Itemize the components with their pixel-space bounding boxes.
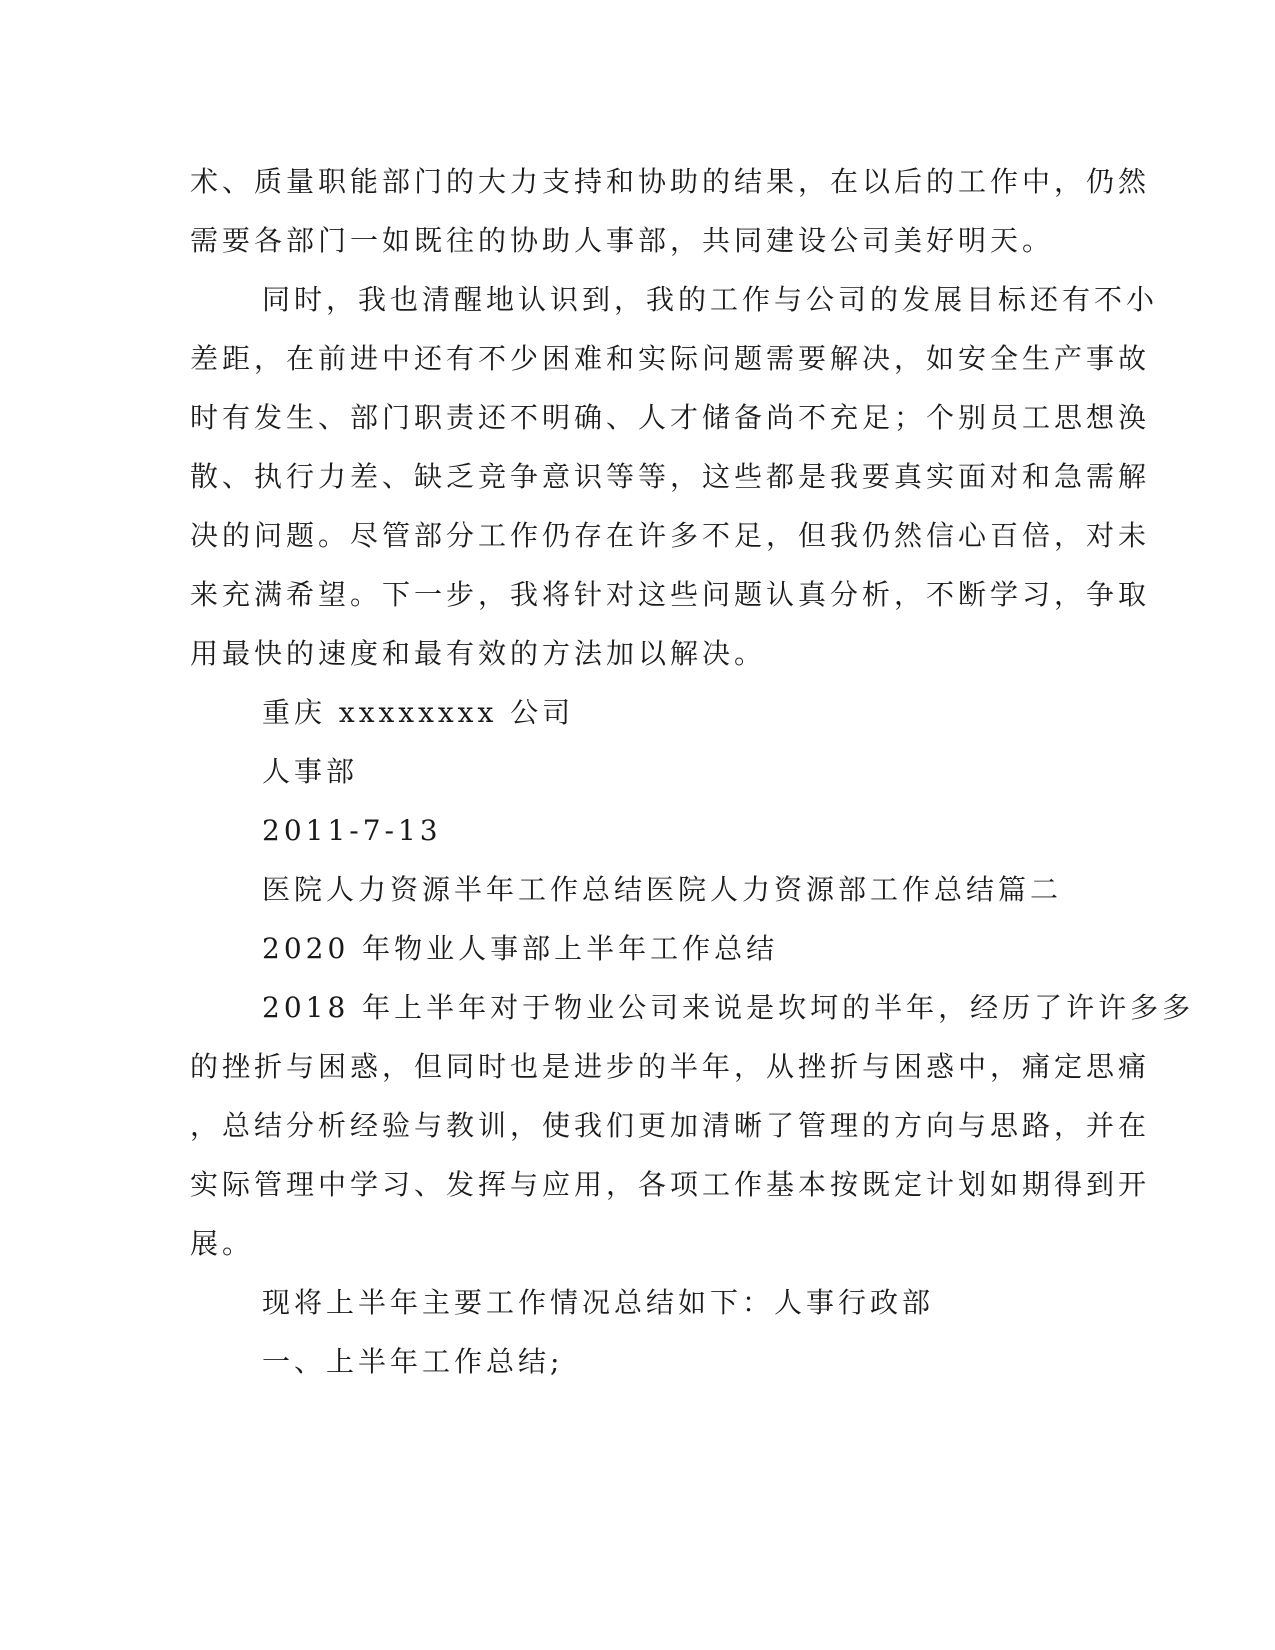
section-heading: 医院人力资源半年工作总结医院人力资源部工作总结篇二 xyxy=(262,873,1063,906)
department-name: 人事部 xyxy=(262,755,359,788)
body-line: 决的问题。尽管部分工作仍存在许多不足，但我仍然信心百倍，对未 xyxy=(190,519,1151,552)
body-line: 用最快的速度和最有效的方法加以解决。 xyxy=(190,637,767,670)
document-title: 2020 年物业人事部上半年工作总结 xyxy=(262,932,779,965)
body-line: 散、执行力差、缺乏竞争意识等等，这些都是我要真实面对和急需解 xyxy=(190,460,1151,493)
body-line: 现将上半年主要工作情况总结如下：人事行政部 xyxy=(262,1286,935,1319)
body-line: 需要各部门一如既往的协助人事部，共同建设公司美好明天。 xyxy=(190,224,1055,257)
body-line: ，总结分析经验与教训，使我们更加清晰了管理的方向与思路，并在 xyxy=(190,1109,1151,1142)
body-line: 展。 xyxy=(190,1227,255,1260)
company-name: 重庆 xxxxxxxx 公司 xyxy=(262,696,575,729)
body-line: 2018 年上半年对于物业公司来说是坎坷的半年，经历了许许多多 xyxy=(262,991,1195,1024)
body-line: 同时，我也清醒地认识到，我的工作与公司的发展目标还有不小 xyxy=(262,283,1159,316)
body-line: 的挫折与困惑，但同时也是进步的半年，从挫折与困惑中，痛定思痛 xyxy=(190,1050,1151,1083)
body-line: 术、质量职能部门的大力支持和协助的结果，在以后的工作中，仍然 xyxy=(190,165,1151,198)
body-line: 实际管理中学习、发挥与应用，各项工作基本按既定计划如期得到开 xyxy=(190,1168,1151,1201)
body-line: 来充满希望。下一步，我将针对这些问题认真分析，不断学习，争取 xyxy=(190,578,1151,611)
document-date: 2011-7-13 xyxy=(262,814,442,847)
body-line: 差距，在前进中还有不少困难和实际问题需要解决，如安全生产事故 xyxy=(190,342,1151,375)
subsection-heading: 一、上半年工作总结; xyxy=(262,1345,564,1378)
body-line: 时有发生、部门职责还不明确、人才储备尚不充足；个别员工思想涣 xyxy=(190,401,1151,434)
